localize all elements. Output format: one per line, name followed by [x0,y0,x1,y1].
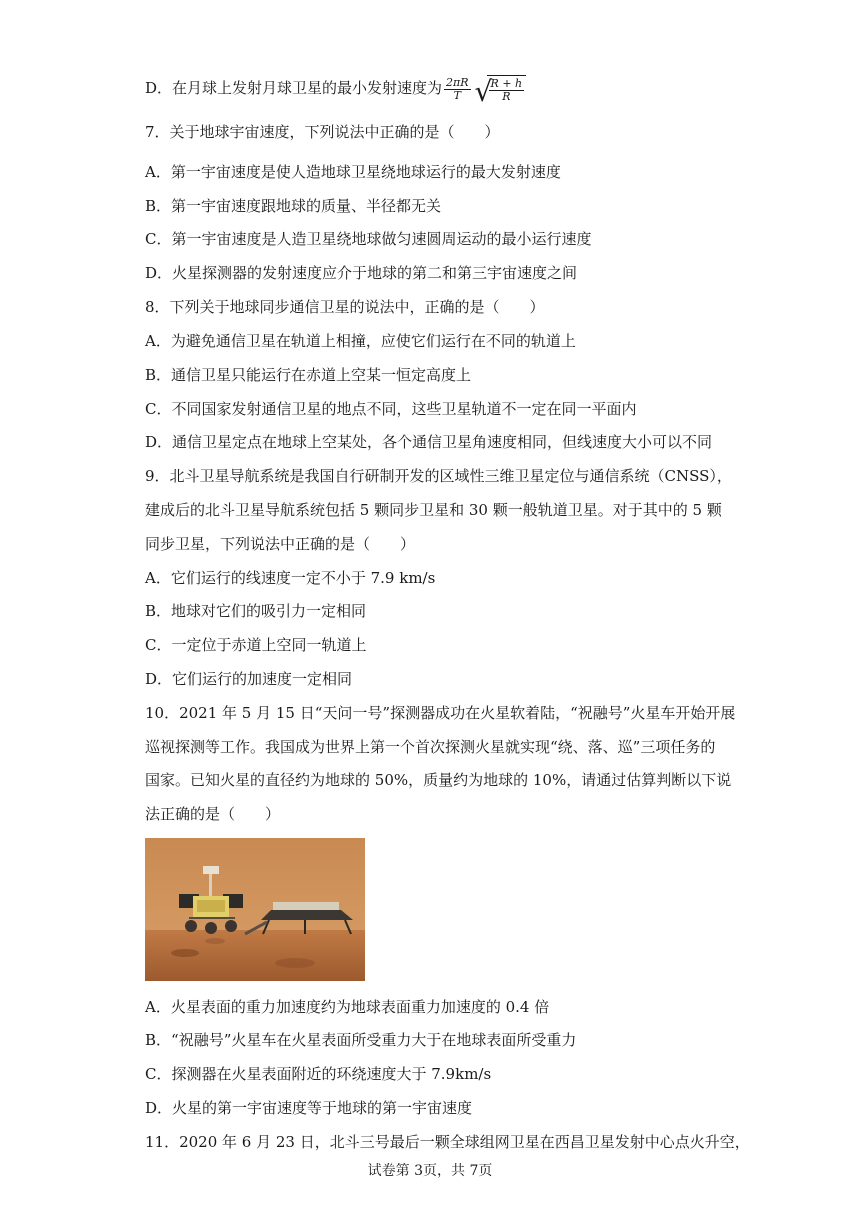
q10-stem-line-4: 法正确的是（ ） [145,805,281,823]
q11-stem-line-1: 11．2020 年 6 月 23 日，北斗三号最后一颗全球组网卫星在西昌卫星发射中心点火升空， [145,1133,750,1151]
q9-stem-line-3: 同步卫星，下列说法中正确的是（ ） [145,535,416,553]
q8-option-c: C．不同国家发射通信卫星的地点不同，这些卫星轨道不一定在同一平面内 [145,400,637,418]
q10-stem-line-3: 国家。已知火星的直径约为地球的 50%，质量约为地球的 10%，请通过估算判断以下说 [145,771,732,789]
q8-option-d: D．通信卫星定点在地球上空某处，各个通信卫星角速度相同，但线速度大小可以不同 [145,433,713,451]
q7-option-b: B．第一宇宙速度跟地球的质量、半径都无关 [145,197,442,215]
q10-option-b: B．“祝融号”火星车在火星表面所受重力大于在地球表面所受重力 [145,1031,577,1049]
q10-stem-line-1: 10．2021 年 5 月 15 日“天问一号”探测器成功在火星软着陆，“祝融号”火星车开始开展 [145,704,736,722]
q7-option-a: A．第一宇宙速度是使人造地球卫星绕地球运行的最大发射速度 [145,163,561,181]
q7-option-d: D．火星探测器的发射速度应介于地球的第二和第三宇宙速度之间 [145,264,578,282]
formula-sqrt: √ $\frac{R + h}{R}$ [475,75,527,104]
q6-option-d-text: D．在月球上发射月球卫星的最小发射速度为 [145,79,443,97]
q9-option-a: A．它们运行的线速度一定不小于 7.9 km/s [145,569,436,587]
q6-option-d [145,74,526,108]
mars-rover-photo [145,838,365,981]
q8-option-b: B．通信卫星只能运行在赤道上空某一恒定高度上 [145,366,472,384]
q10-option-c: C．探测器在火星表面附近的环绕速度大于 7.9km/s [145,1065,492,1083]
q7-stem: 7．关于地球宇宙速度，下列说法中正确的是（ ） [145,123,500,141]
q10-option-d: D．火星的第一宇宙速度等于地球的第一宇宙速度 [145,1099,473,1117]
page-footer: 试卷第 3页，共 7页 [367,1163,493,1179]
q8-stem: 8．下列关于地球同步通信卫星的说法中，正确的是（ ） [145,298,545,316]
q9-option-d: D．它们运行的加速度一定相同 [145,670,353,688]
q9-option-c: C．一定位于赤道上空同一轨道上 [145,636,367,654]
q9-stem-line-2: 建成后的北斗卫星导航系统包括 5 颗同步卫星和 30 颗一般轨道卫星。对于其中的 5 颗 [145,501,722,519]
q10-stem-line-2: 巡视探测等工作。我国成为世界上第一个首次探测火星就实现“绕、落、巡”三项任务的 [145,738,716,756]
formula-fraction: $\frac{2\pi R}{T}$ [446,75,469,102]
q8-option-a: A．为避免通信卫星在轨道上相撞，应使它们运行在不同的轨道上 [145,332,576,350]
q10-option-a: A．火星表面的重力加速度约为地球表面重力加速度的 0.4 倍 [145,998,550,1016]
q7-option-c: C．第一宇宙速度是人造卫星绕地球做匀速圆周运动的最小运行速度 [145,230,592,248]
q9-stem-line-1: 9．北斗卫星导航系统是我国自行研制开发的区域性三维卫星定位与通信系统（CNSS）， [145,467,732,485]
q9-option-b: B．地球对它们的吸引力一定相同 [145,602,367,620]
